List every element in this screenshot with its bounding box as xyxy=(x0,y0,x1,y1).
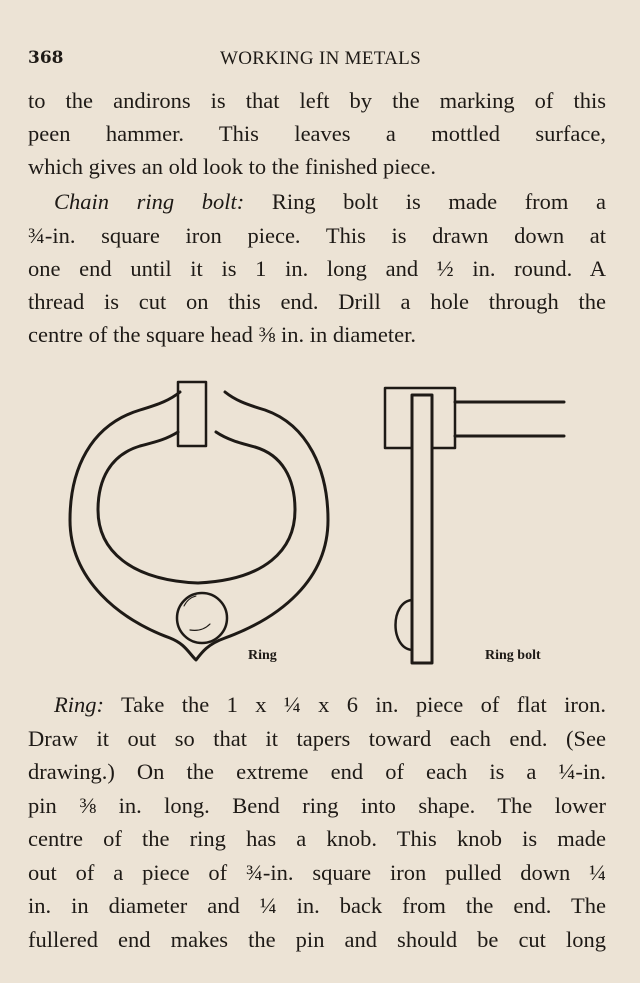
text-line: centre of the ring has a knob. This knob is made xyxy=(28,826,606,851)
ring-drawing-icon xyxy=(50,370,610,680)
text-line: out of a piece of ¾-in. square iron pulled down ¼ xyxy=(28,860,606,885)
text-line: pin ⅜ in. long. Bend ring into shape. The lower xyxy=(28,793,606,818)
text-line: centre of the square head ⅜ in. in diameter. xyxy=(28,322,416,347)
caption-ring-bolt: Ring bolt xyxy=(485,648,541,663)
section-heading-chain-ring-bolt: Chain ring bolt: xyxy=(54,189,245,214)
text-line: drawing.) On the extreme end of each is a ¼-in. xyxy=(28,759,606,784)
running-title: WORKING IN METALS xyxy=(220,48,421,69)
illustration-ring-and-bolt xyxy=(50,370,610,680)
section-heading-ring: Ring: xyxy=(54,692,104,717)
caption-ring: Ring xyxy=(248,648,277,663)
text-line: which gives an old look to the finished piece. xyxy=(28,154,437,179)
text-line: peen hammer. This leaves a mottled surface, xyxy=(28,121,606,146)
page-header xyxy=(28,48,613,74)
text-line: Draw it out so that it tapers toward each end. (See xyxy=(28,726,606,751)
text-line: in. in diameter and ¼ in. back from the end. The xyxy=(28,893,606,918)
text-fragment: Take the 1 x ¼ x 6 in. piece of flat iron. xyxy=(120,692,606,717)
paragraph-heading-line xyxy=(28,189,606,215)
text-line: ¾-in. square iron piece. This is drawn down at xyxy=(28,223,606,248)
text-line: to the andirons is that left by the marking of this xyxy=(28,88,606,113)
page-number: 368 xyxy=(28,48,64,68)
text-line: one end until it is 1 in. long and ½ in. round. A xyxy=(28,256,606,281)
text-line: thread is cut on this end. Drill a hole through the xyxy=(28,289,606,314)
text-fragment: Ring bolt is made from a xyxy=(271,189,607,214)
paragraph-heading-line xyxy=(28,692,606,718)
text-line: fullered end makes the pin and should be cut long xyxy=(28,927,606,952)
